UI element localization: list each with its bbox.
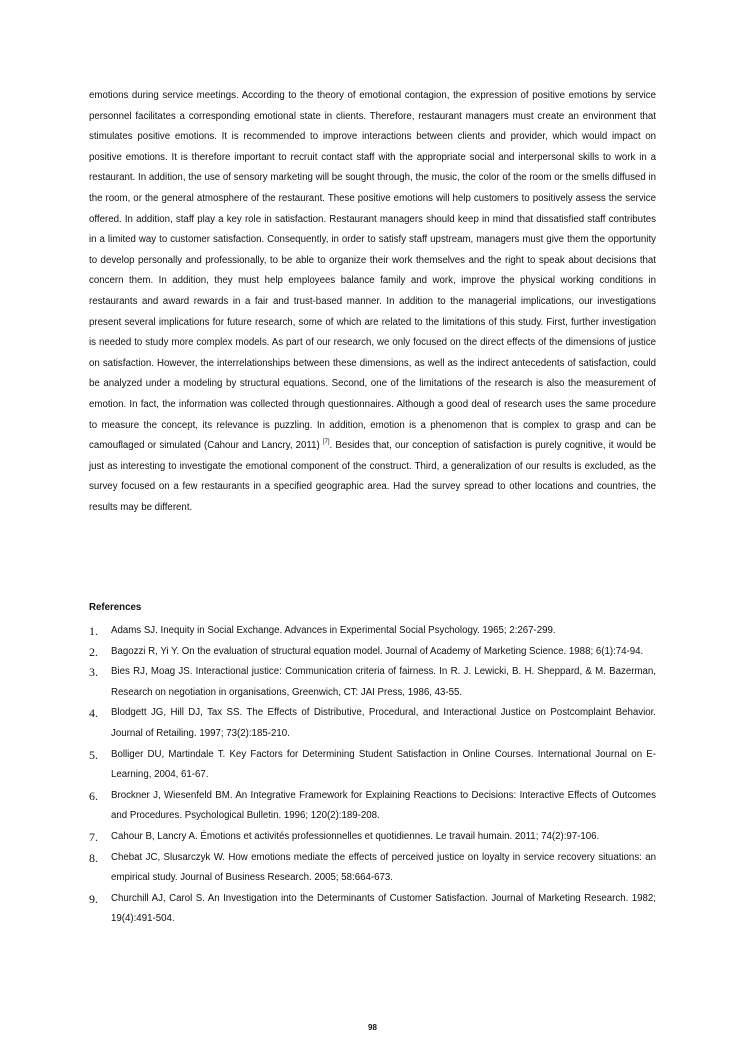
- reference-item: [89, 786, 656, 827]
- reference-item: [89, 662, 656, 703]
- reference-text: Cahour B, Lancry A. Émotions et activités professionnelles et quotidiennes. Le travail humain. 2011; 74(2):97-106.: [111, 830, 600, 842]
- body-text-part-1: emotions during service meetings. According to the theory of emotional contagion, the expression of positive emotions by service personnel facilitates a corresponding emotional state in clients. Therefore, restaurant managers must create an environment that stimulates positive emotions. It is recommended to improve interactions between clients and provider, which would impact on positive emotions. It is therefore important to recruit contact staff with the appropriate social and interpersonal skills to work in a restaurant. In addition, the use of sensory marketing will be sought through, the music, the color of the room or the smells diffused in the room, or the general atmosphere of the restaurant. These positive emotions will help customers to positively assess the service offered. In addition, staff play a key role in satisfaction. Restaurant managers should keep in mind that dissatisfied staff contributes in a limited way to customer satisfaction. Consequently, in order to satisfy staff upstream, managers must give them the opportunity to develop personally and professionally, to be able to organize their work themselves and the right to speak about decisions that concern them. In addition, they must help employees balance family and work, improve the physical working conditions in restaurants and award rewards in a fair and trust-based manner. In addition to the managerial implications, our investigations present several implications for future research, some of which are related to the limitations of this study. First, further investigation is needed to study more complex models. As part of our research, we only focused on the direct effects of the dimensions of justice on satisfaction. However, the interrelationships between these dimensions, as well as the indirect antecedents of satisfaction, could be analyzed under a modeling by structural equations. Second, one of the limitations of the research is also the measurement of emotion. In fact, the information was collected through questionnaires. Although a good deal of research uses the same procedure to measure the concept, its relevance is puzzling. In addition, emotion is a phenomenon that is complex to grasp and can be camouflaged or simulated (Cahour and Lancry, 2011): [89, 90, 656, 452]
- reference-number: 4.: [89, 706, 98, 721]
- reference-item: [89, 827, 656, 848]
- reference-number: 6.: [89, 788, 98, 803]
- references-heading: References: [89, 602, 142, 613]
- reference-text: Adams SJ. Inequity in Social Exchange. Advances in Experimental Social Psychology. 1965; 2:267-299.: [111, 625, 556, 636]
- reference-text: Bies RJ, Moag JS. Interactional justice: Communication criteria of fairness. In R. J. Lewicki, B. H. Sheppard, & M. Bazerman, Research on negotiation in organisations, Greenwich, CT: JAI Press, 1986, 43-55.: [111, 666, 656, 698]
- references-list: [89, 621, 656, 930]
- reference-text: Bolliger DU, Martindale T. Key Factors for Determining Student Satisfaction in Online Courses. International Journal on E-Learning, 2004, 61-67.: [111, 748, 656, 781]
- reference-item: [89, 621, 656, 642]
- reference-item: [89, 848, 656, 889]
- reference-number: 7.: [89, 829, 98, 844]
- page-number: 98: [368, 1023, 377, 1032]
- reference-number: 8.: [89, 850, 98, 865]
- reference-text: Churchill AJ, Carol S. An Investigation into the Determinants of Customer Satisfaction. Journal of Marketing Research. 1982; 19(4):491-504.: [111, 892, 656, 925]
- reference-number: 3.: [89, 665, 98, 680]
- reference-item: [89, 745, 656, 786]
- reference-text: Chebat JC, Slusarczyk W. How emotions mediate the effects of perceived justice on loyalty in service recovery situations: an empirical study. Journal of Business Research. 2005; 58:664-673.: [111, 851, 656, 884]
- reference-item: [89, 703, 656, 744]
- reference-text: Brockner J, Wiesenfeld BM. An Integrative Framework for Explaining Reactions to Decisions: Interactive Effects of Outcomes and Procedures. Psychological Bulletin. 1996; 120(2):189-208.: [111, 789, 656, 822]
- reference-text: Bagozzi R, Yi Y. On the evaluation of structural equation model. Journal of Academy of Marketing Science. 1988; 6(1):74-94.: [111, 645, 644, 657]
- body-paragraph: [89, 86, 656, 518]
- reference-text: Blodgett JG, Hill DJ, Tax SS. The Effects of Distributive, Procedural, and Interactional Justice on Postcomplaint Behavior. Journal of Retailing. 1997; 73(2):185-210.: [111, 707, 656, 739]
- reference-item: [89, 642, 656, 663]
- reference-number: 1.: [89, 624, 98, 638]
- citation-marker: [7]: [322, 439, 330, 446]
- body-text-part-2: . Besides that, our conception of satisfaction is purely cognitive, it would be just as interesting to investigate the emotional component of the construct. Third, a generalization of our results is excluded, as the survey focused on a few restaurants in a specified geographic area. Had the survey spread to other locations and countries, the results may be different.: [89, 440, 656, 513]
- reference-number: 5.: [89, 747, 98, 762]
- reference-number: 9.: [89, 891, 98, 906]
- reference-item: [89, 889, 656, 930]
- reference-number: 2.: [89, 644, 98, 659]
